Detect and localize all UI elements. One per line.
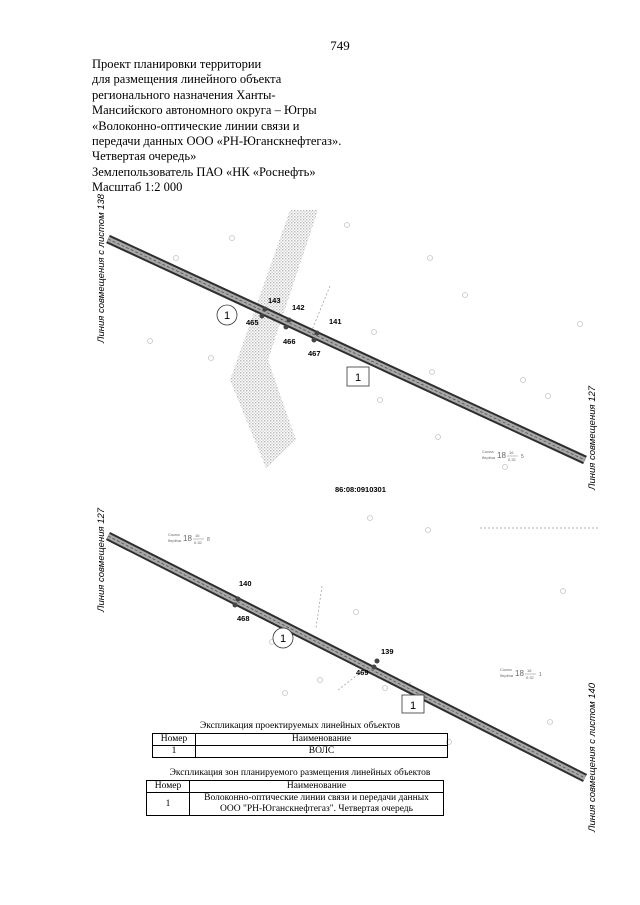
table-header: Номер (153, 734, 196, 746)
cadastral-number: 86:08:0910301 (335, 485, 386, 494)
forest-note (168, 532, 210, 545)
title-line: Мансийского автономного округа – Югры (92, 103, 317, 118)
table-header-row (147, 781, 444, 793)
road-top (108, 239, 585, 460)
svg-text:16: 16 (195, 533, 200, 538)
svg-text:8: 8 (207, 537, 210, 543)
object-label: 1 (354, 372, 362, 384)
point-label: 142 (292, 303, 305, 312)
page-number: 749 (330, 38, 350, 53)
svg-text:Сосна: Сосна (482, 449, 494, 454)
table-cell: ВОЛС (196, 746, 448, 758)
point-label: 469 (356, 668, 369, 677)
point-label: 139 (381, 647, 394, 656)
point-label: 465 (246, 318, 259, 327)
svg-text:16: 16 (509, 450, 514, 455)
point-label: 467 (308, 349, 321, 358)
point-label: 466 (283, 337, 296, 346)
side-label-right: Линия совмещения 127 (587, 385, 598, 490)
svg-text:16: 16 (527, 668, 532, 673)
table-cell: 1 (153, 746, 196, 758)
forest-note (482, 449, 524, 462)
title-line: Землепользователь ПАО «НК «Роснефть» (92, 164, 316, 179)
svg-text:18: 18 (183, 534, 192, 543)
table-row (147, 793, 444, 816)
table-cell-line: Волоконно-оптические линии связи и передачи данных (204, 793, 429, 803)
table1-caption: Экспликация проектируемых линейных объектов (199, 721, 401, 731)
table-row (153, 746, 448, 758)
table-cell-line: ООО "РН-Юганскнефтегаз". Четвертая очередь (220, 804, 413, 814)
title-line: Проект планировки территории (92, 57, 262, 71)
svg-text:0.32: 0.32 (508, 457, 516, 462)
title-line: регионального назначения Ханты- (92, 87, 276, 102)
svg-text:0.32: 0.32 (526, 675, 534, 680)
zone-marker (217, 305, 237, 325)
title-line: для размещения линейного объекта (92, 72, 282, 87)
svg-text:берёза: берёза (482, 455, 495, 460)
table-header: Номер (147, 781, 190, 793)
svg-text:Сосна: Сосна (168, 532, 180, 537)
zone-label: 1 (279, 633, 287, 645)
svg-text:5: 5 (521, 454, 524, 460)
point-label: 140 (239, 579, 252, 588)
title-line: «Волоконно-оптические линии связи и (92, 118, 300, 133)
forest-band (230, 210, 318, 468)
zone-marker (273, 628, 293, 648)
table2-caption: Экспликация зон планируемого размещения линейных объектов (169, 768, 431, 778)
table-header-row (153, 734, 448, 746)
svg-text:берёза: берёза (500, 673, 513, 678)
table-header: Наименование (196, 734, 448, 746)
point-label: 143 (268, 296, 281, 305)
side-label-right: Линия совмещения с листом 140 (587, 682, 598, 832)
point-label: 468 (237, 614, 250, 623)
svg-text:берёза: берёза (168, 538, 181, 543)
title-line: Четвертая очередь» (92, 149, 197, 164)
side-label-left: Линия совмещения 127 (96, 507, 107, 612)
point-label: 141 (329, 317, 342, 326)
svg-text:18: 18 (497, 451, 506, 460)
svg-text:1: 1 (539, 672, 542, 678)
object-marker (402, 695, 424, 713)
top-map-sheet (96, 193, 598, 494)
table2 (146, 780, 444, 816)
svg-text:Сосна: Сосна (500, 667, 512, 672)
table-header: Наименование (190, 781, 444, 793)
object-label: 1 (409, 700, 417, 712)
title-line: Масштаб 1:2 000 (92, 180, 183, 195)
top-dash-line (312, 286, 330, 330)
svg-text:18: 18 (515, 669, 524, 678)
side-label-left: Линия совмещения с листом 138 (96, 193, 107, 343)
svg-text:0.32: 0.32 (194, 540, 202, 545)
table-cell (190, 793, 444, 816)
zone-label: 1 (223, 310, 231, 322)
table-cell: 1 (147, 793, 190, 816)
title-line: передачи данных ООО «РН-Юганскнефтегаз». (92, 134, 342, 149)
forest-note (500, 667, 542, 680)
table1 (152, 733, 448, 758)
object-marker (347, 367, 369, 386)
